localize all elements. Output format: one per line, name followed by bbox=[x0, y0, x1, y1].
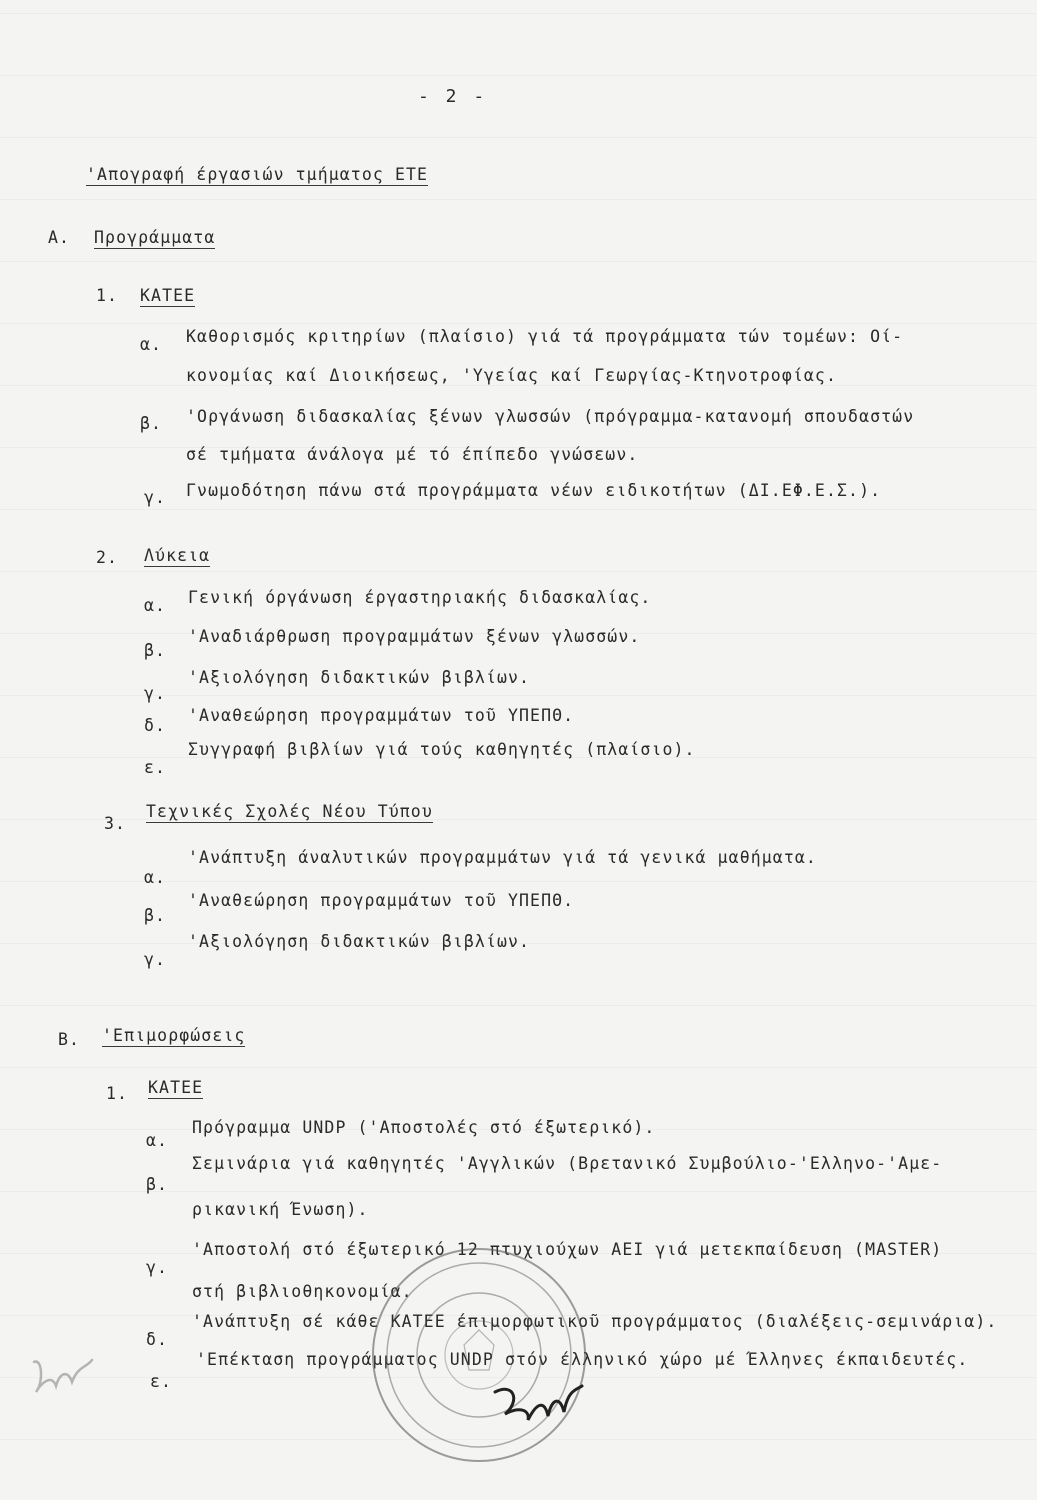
item-letter: δ. bbox=[144, 716, 167, 735]
item-text: 'Αναθεώρηση προγραμμάτων τοῦ ΥΠΕΠΘ. bbox=[188, 891, 575, 910]
item-text: 'Ανάπτυξη σέ κάθε ΚΑΤΕΕ έπιμορφωτικοῦ προγράμματος (διαλέξεις-σεμινάρια). bbox=[192, 1312, 998, 1331]
subsection-a3-number: 3. bbox=[104, 814, 127, 833]
subsection-a1-title: ΚΑΤΕΕ bbox=[140, 286, 196, 305]
subsection-b1-title: ΚΑΤΕΕ bbox=[148, 1078, 204, 1097]
item-text: Σεμινάρια γιά καθηγητές 'Αγγλικών (Βρετανικό Συμβούλιο-'Ελληνο-'Αμε- bbox=[192, 1154, 943, 1173]
subsection-a2-title: Λύκεια bbox=[144, 546, 211, 565]
item-text: Γενική όργάνωση έργαστηριακής διδασκαλίας. bbox=[188, 588, 652, 607]
item-letter: γ. bbox=[144, 488, 167, 507]
item-text: Συγγραφή βιβλίων γιά τούς καθηγητές (πλαίσιο). bbox=[188, 740, 696, 759]
item-letter: α. bbox=[144, 868, 167, 887]
item-letter: β. bbox=[144, 641, 167, 660]
item-text: 'Αναθεώρηση προγραμμάτων τοῦ ΥΠΕΠΘ. bbox=[188, 706, 575, 725]
item-letter: α. bbox=[144, 596, 167, 615]
item-letter: α. bbox=[146, 1131, 169, 1150]
section-a-title: Προγράμματα bbox=[94, 228, 216, 247]
item-text: 'Οργάνωση διδασκαλίας ξένων γλωσσών (πρόγραμμα-κατανομή σπουδαστών bbox=[186, 407, 915, 426]
item-letter: β. bbox=[146, 1175, 169, 1194]
item-text: 'Αποστολή στό έξωτερικό 12 πτυχιούχων ΑΕΙ γιά μετεκπαίδευση (MASTER) bbox=[192, 1240, 943, 1259]
item-text: Καθορισμός κριτηρίων (πλαίσιο) γιά τά προγράμματα τών τομέων: Οί- bbox=[186, 327, 904, 346]
item-text: 'Αξιολόγηση διδακτικών βιβλίων. bbox=[188, 932, 531, 951]
section-b-label: Β. bbox=[58, 1030, 81, 1049]
item-text-continued: στή βιβλιοθηκονομία. bbox=[192, 1282, 413, 1301]
margin-initials-signature bbox=[28, 1352, 98, 1402]
item-text-continued: σέ τμήματα άνάλογα μέ τό έπίπεδο γνώσεων. bbox=[186, 445, 639, 464]
item-letter: ε. bbox=[144, 758, 167, 777]
item-letter: γ. bbox=[144, 684, 167, 703]
item-text: Πρόγραμμα UNDP ('Αποστολές στό έξωτερικό). bbox=[192, 1118, 656, 1137]
item-text: 'Αξιολόγηση διδακτικών βιβλίων. bbox=[188, 668, 531, 687]
section-a-label: Α. bbox=[48, 228, 71, 247]
item-text-continued: κονομίας καί Διοικήσεως, 'Υγείας καί Γεωργίας-Κτηνοτροφίας. bbox=[186, 366, 837, 385]
item-letter: γ. bbox=[146, 1258, 169, 1277]
page-number: - 2 - bbox=[418, 86, 488, 107]
subsection-a3-title: Τεχνικές Σχολές Νέου Τύπου bbox=[146, 802, 433, 821]
item-letter: ε. bbox=[150, 1372, 173, 1391]
item-letter: δ. bbox=[146, 1330, 169, 1349]
item-text: 'Ανάπτυξη άναλυτικών προγραμμάτων γιά τά γενικά μαθήματα. bbox=[188, 848, 817, 867]
item-letter: α. bbox=[140, 335, 163, 354]
item-text: Γνωμοδότηση πάνω στά προγράμματα νέων ειδικοτήτων (ΔΙ.ΕΦ.Ε.Σ.). bbox=[186, 481, 882, 500]
document-heading: 'Απογραφή έργασιών τμήματος ΕΤΕ bbox=[86, 165, 429, 184]
item-letter: β. bbox=[144, 906, 167, 925]
item-text: 'Επέκταση προγράμματος UNDP στόν έλληνικό χώρο μέ Έλληνες έκπαιδευτές. bbox=[196, 1350, 969, 1369]
subsection-a1-number: 1. bbox=[96, 286, 119, 305]
subsection-a2-number: 2. bbox=[96, 548, 119, 567]
subsection-b1-number: 1. bbox=[106, 1084, 129, 1103]
item-text-continued: ρικανική Ένωση). bbox=[192, 1200, 369, 1219]
handwritten-signature bbox=[490, 1380, 590, 1430]
item-letter: γ. bbox=[144, 950, 167, 969]
item-text: 'Αναδιάρθρωση προγραμμάτων ξένων γλωσσών. bbox=[188, 627, 641, 646]
item-letter: β. bbox=[140, 414, 163, 433]
section-b-title: 'Επιμορφώσεις bbox=[102, 1026, 246, 1045]
